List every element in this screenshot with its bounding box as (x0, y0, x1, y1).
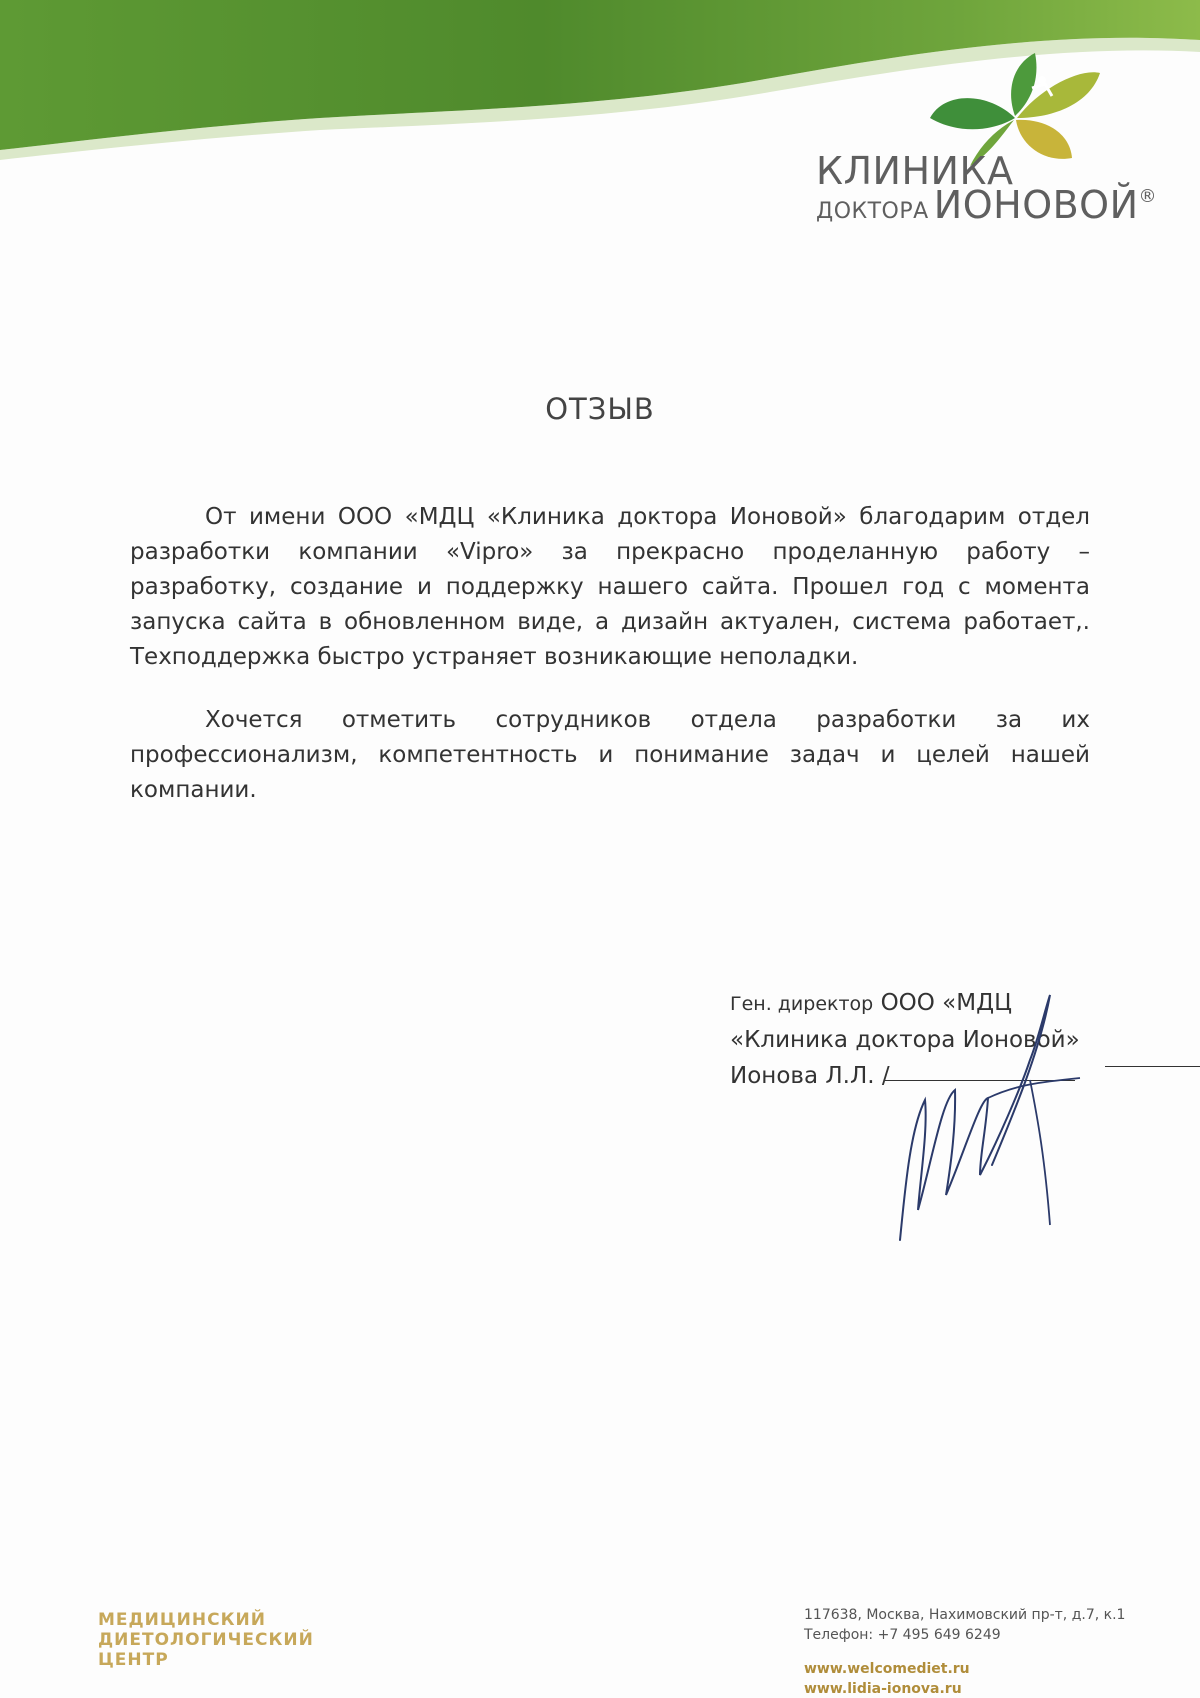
registered-mark: ® (1138, 186, 1157, 207)
signatory-company: ООО «МДЦ (880, 990, 1012, 1016)
footer-center-name (98, 1610, 314, 1670)
body-paragraph-2: Хочется отметить сотрудников отдела разработки за их профессионализм, компетентность и понимание задач и целей нашей компании. (130, 707, 1090, 803)
letter-title: ОТЗЫВ (545, 392, 655, 426)
signatory-title: Ген. директор (730, 993, 874, 1015)
logo-text-doctor: ДОКТОРА (816, 199, 929, 224)
footer-phone: Телефон: +7 495 649 6249 (804, 1627, 1001, 1643)
clinic-logo (810, 48, 1157, 227)
signatory-name: Ионова Л.Л. / (730, 1063, 890, 1089)
logo-text-ionova: ИОНОВОЙ (933, 183, 1139, 227)
signatory-company-name: «Клиника доктора Ионовой» (730, 1027, 1080, 1053)
handwritten-signature (880, 990, 1140, 1250)
footer-line-dietary: ДИЕТОЛОГИЧЕСКИЙ (98, 1630, 314, 1650)
body-paragraph-1: От имени ООО «МДЦ «Клиника доктора Ионовой» благодарим отдел разработки компании «Vipro» за прекрасно проделанную работу – разработку, создание и поддержку нашего сайта. Прошел год с момента запуска сайта в обновленном виде, а дизайн актуален, система работает,. Техподдержка быстро устраняет возникающие неполадки. (130, 504, 1090, 670)
logo-text-clinic: КЛИНИКА (816, 149, 1014, 193)
footer-contacts (804, 1605, 1125, 1698)
footer-website-1[interactable]: www.welcomediet.ru (804, 1661, 970, 1677)
footer-address: 117638, Москва, Нахимовский пр-т, д.7, к.1 (804, 1607, 1126, 1623)
footer-line-center: ЦЕНТР (98, 1650, 169, 1670)
footer-line-medical: МЕДИЦИНСКИЙ (98, 1610, 266, 1630)
logo-text-doctor-ionova (816, 183, 1157, 227)
footer-website-2[interactable]: www.lidia-ionova.ru (804, 1681, 962, 1697)
